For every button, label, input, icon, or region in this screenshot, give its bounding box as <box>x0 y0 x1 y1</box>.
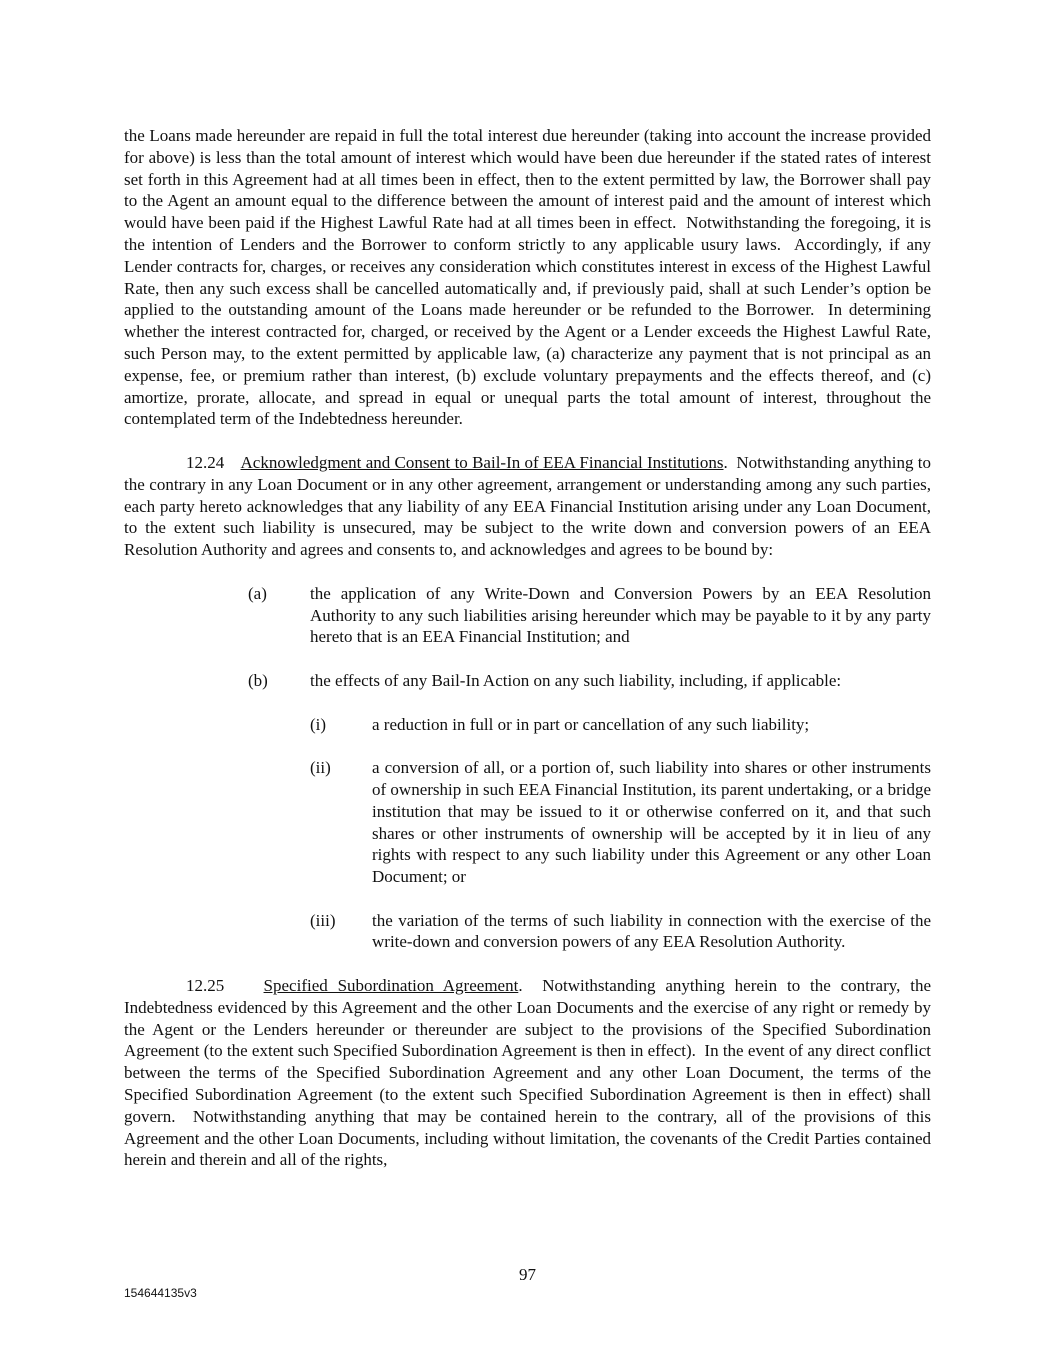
page-number: 97 <box>519 1265 536 1284</box>
list-text: the application of any Write-Down and Conversion Powers by an EEA Resolution Authority to any such liabilities arising hereunder which may be payable to it by any party hereto that is an EEA Financial Institution; and <box>310 583 931 647</box>
list-label: (a) <box>248 583 267 603</box>
list-text: a reduction in full or in part or cancellation of any such liability; <box>372 714 810 734</box>
list-text: a conversion of all, or a portion of, such liability into shares or other instruments of ownership in such EEA Financial Institution, its parent undertaking, or a bridge institution that may be issued to it or otherwise conferred on it, and that such shares or other instruments of ownership will be accepted by it in lieu of any rights with respect to any such liability under this Agreement or any other Loan Document; or <box>372 758 931 887</box>
list-label: (ii) <box>310 758 331 778</box>
list-label: (i) <box>310 714 327 734</box>
paragraph-usury: the Loans made hereunder are repaid in full the total interest due hereunder (taking into account the increase provided for above) is less than the total amount of interest which would have been due hereunder if the stated rates of interest set forth in this Agreement had at all times been in effect, then to the extent permitted by law, the Borrower shall pay to the Agent an amount equal to the difference between the amount of interest paid and the amount of interest which would have been paid if the Highest Lawful Rate had at all times been in effect. Notwithstanding the foregoing, it is the intention of Lenders and the Borrower to conform strictly to any applicable usury laws. Accordingly, if any Lender contracts for, charges, or receives any consideration which constitutes interest in excess of the Highest Lawful Rate, then any such excess shall be cancelled automatically and, if previously paid, shall at such Lender’s option be applied to the outstanding amount of the Loans made hereunder or be refunded to the Borrower. In determining whether the interest contracted for, charged, or received by the Agent or a Lender exceeds the Highest Lawful Rate, such Person may, to the extent permitted by applicable law, (a) characterize any payment that is not principal as an expense, fee, or premium rather than interest, (b) exclude voluntary prepayments and the effects thereof, and (c) amortize, prorate, allocate, and spread in equal or unequal parts the total amount of interest, throughout the contemplated term of the Indebtedness hereunder. <box>124 126 936 429</box>
section-12-24 <box>124 452 936 561</box>
list-text: the variation of the terms of such liability in connection with the exercise of the write-down and conversion powers of any EEA Resolution Authority. <box>372 910 931 952</box>
section-12-25 <box>124 975 936 1171</box>
list-item-b <box>248 670 931 692</box>
list-text: the effects of any Bail-In Action on any such liability, including, if applicable: <box>310 670 842 690</box>
document-page <box>124 125 936 1193</box>
list-item-ii <box>310 757 931 888</box>
section-text: . Notwithstanding anything to the contrary in any Loan Document or in any other agreement, arrangement or understanding among any such parties, each party hereto acknowledges that any liability of any EEA Financial Institution arising under any Loan Document, to the extent such liability is unsecured, may be subject to the write down and conversion powers of an EEA Resolution Authority and agrees and consents to, and acknowledges and agrees to be bound by: <box>124 452 936 560</box>
section-heading: Acknowledgment and Consent to Bail-In of EEA Financial Institutions <box>240 452 724 472</box>
list-label: (b) <box>248 670 268 690</box>
list-item-a <box>248 583 931 648</box>
section-number: 12.25 <box>186 976 225 996</box>
section-heading: Specified Subordination Agreement <box>263 976 519 996</box>
document-id: 154644135v3 <box>124 1286 197 1300</box>
section-number: 12.24 <box>186 452 225 472</box>
list-label: (iii) <box>310 910 336 930</box>
list-item-i <box>310 714 931 736</box>
list-item-iii <box>310 910 931 954</box>
section-text: . Notwithstanding anything herein to the contrary, the Indebtedness evidenced by this Agreement and the other Loan Documents and the exercise of any right or remedy by the Agent or the Lenders hereunder or thereunder are subject to the provisions of the Specified Subordination Agreement (to the extent such Specified Subordination Agreement is then in effect). In the event of any direct conflict between the terms of the Specified Subordination Agreement and any other Loan Document, the terms of the Specified Subordination Agreement (to the extent such Specified Subordination Agreement is then in effect) shall govern. Notwithstanding anything that may be contained herein to the contrary, all of the provisions of this Agreement and the other Loan Documents, including without limitation, the covenants of the Credit Parties contained herein and therein and all of the rights, <box>124 976 936 1170</box>
